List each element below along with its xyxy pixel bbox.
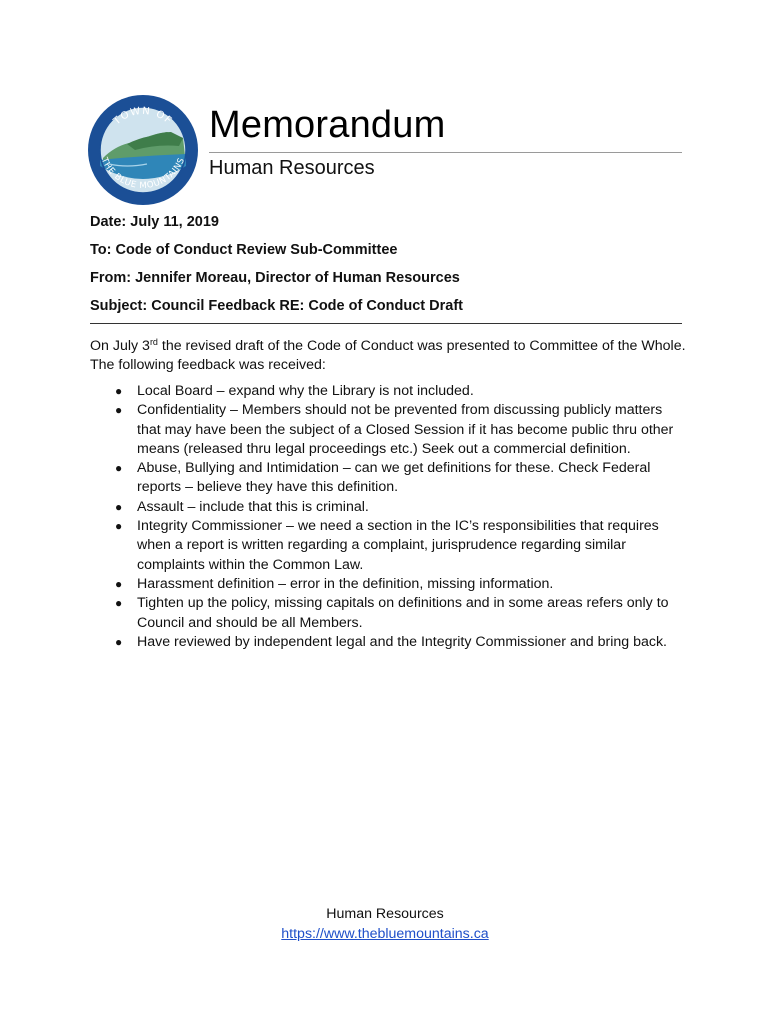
bullet-icon: ●: [115, 576, 123, 591]
memo-from: From: Jennifer Moreau, Director of Human Resources: [90, 270, 460, 286]
feedback-item: [90, 382, 680, 401]
memo-title: Memorandum: [209, 104, 446, 146]
bullet-icon: ●: [115, 519, 123, 534]
bullet-icon: ●: [115, 461, 123, 476]
feedback-item-text: Abuse, Bullying and Intimidation – can we get definitions for these. Check Federal reports – believe they have this definition.: [137, 460, 651, 496]
bullet-icon: ●: [115, 384, 123, 398]
feedback-item-text: Harassment definition – error in the definition, missing information.: [137, 575, 554, 592]
feedback-item-text: Have reviewed by independent legal and the Integrity Commissioner and bring back.: [137, 633, 667, 650]
header-divider: [209, 152, 682, 153]
subject-divider: [90, 323, 682, 324]
footer-department: Human Resources: [326, 906, 444, 922]
feedback-item-text: Tighten up the policy, missing capitals on definitions and in some areas refers only to Council and should be all Members.: [137, 595, 669, 631]
memo-to: To: Code of Conduct Review Sub-Committee: [90, 242, 398, 258]
intro-superscript: rd: [149, 337, 158, 347]
feedback-item: [90, 498, 680, 517]
logo-top-text: TOWN OF: [111, 105, 175, 128]
department-label: Human Resources: [209, 157, 375, 179]
memo-subject: Subject: Council Feedback RE: Code of Conduct Draft: [90, 298, 463, 314]
bullet-icon: ●: [115, 403, 123, 418]
intro-paragraph: [90, 337, 690, 375]
feedback-item: [90, 459, 680, 498]
feedback-item-text: Local Board – expand why the Library is not included.: [137, 383, 474, 399]
town-logo: [87, 94, 199, 206]
feedback-item: [90, 575, 680, 594]
feedback-list: [90, 382, 680, 652]
feedback-item: [90, 517, 680, 575]
memo-date: Date: July 11, 2019: [90, 214, 219, 230]
feedback-item-text: Integrity Commissioner – we need a section in the IC’s responsibilities that requires when a report is written regarding a complaint, jurisprudence regarding similar complaints within the Common Law.: [137, 518, 659, 573]
logo-bottom-text: THE BLUE MOUNTAINS: [98, 156, 188, 192]
memo-header-fields: [90, 213, 682, 325]
intro-text-end: the revised draft of the Code of Conduct was presented to Committee of the Whole. The following feedback was received:: [90, 338, 686, 373]
feedback-item: [90, 594, 680, 633]
bullet-icon: ●: [115, 596, 123, 611]
feedback-item-text: Confidentiality – Members should not be prevented from discussing publicly matters that may have been the subject of a Closed Session if it has become public thru other means (released thru legal proceedings etc.) Seek out a commercial definition.: [137, 402, 674, 457]
intro-text-start: On July 3: [90, 338, 150, 354]
page-footer: [0, 905, 770, 944]
feedback-item: [90, 633, 680, 652]
bullet-icon: ●: [115, 634, 123, 649]
feedback-item-text: Assault – include that this is criminal.: [137, 498, 369, 515]
feedback-item: [90, 401, 680, 459]
footer-website-link[interactable]: https://www.thebluemountains.ca: [281, 925, 489, 942]
bullet-icon: ●: [115, 499, 123, 514]
